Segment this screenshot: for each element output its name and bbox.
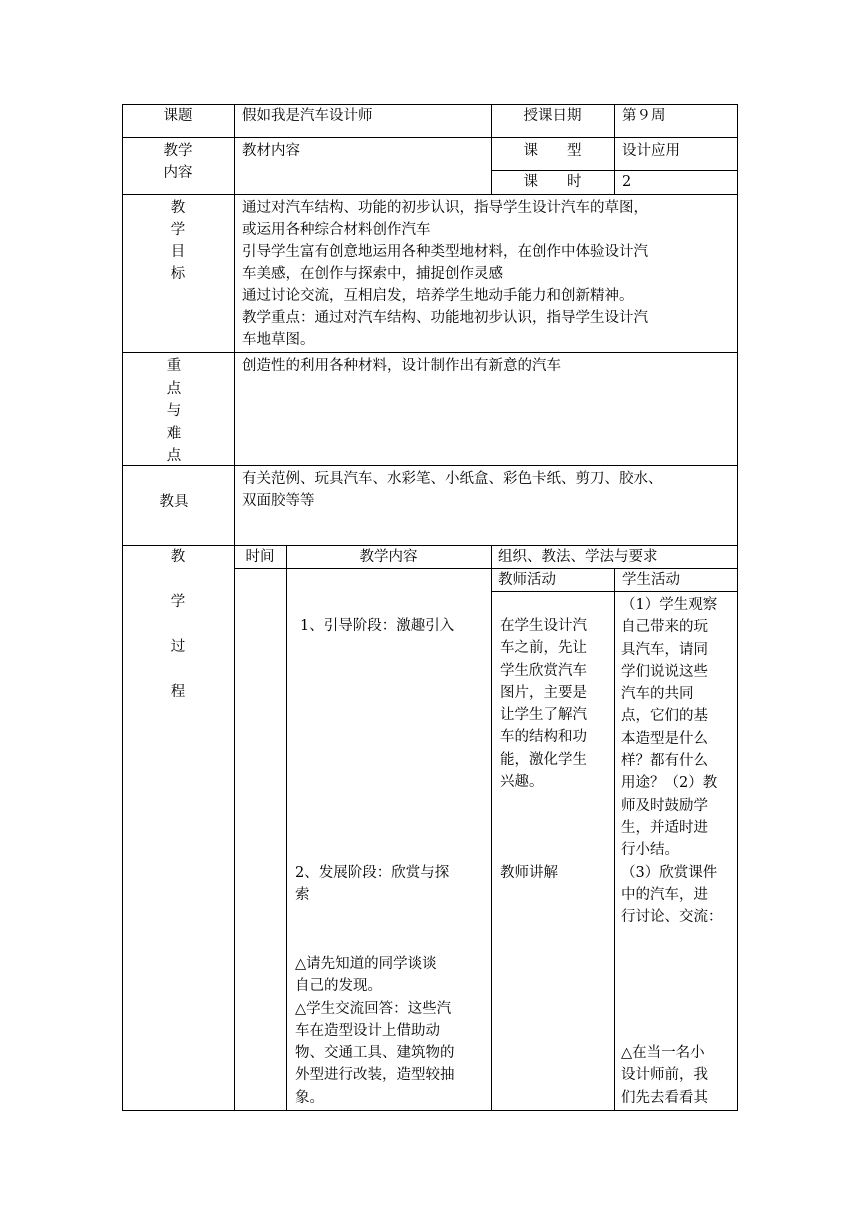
hours-label: 课 时 — [523, 174, 582, 190]
col-time: 时间 — [245, 549, 275, 565]
student-activity-1: （1）学生观察 自己带来的玩 具汽车，请同 学们说说这些 汽车的共同 点，它们的基 本造型是什么 样？都有什么 用途？（2）教 师及时鼓励学 生，并适时进 行小结。 — [621, 597, 718, 859]
topic-value: 假如我是汽车设计师 — [242, 108, 373, 124]
rule — [122, 194, 738, 195]
teacher-activity-1: 在学生设计汽 车之前，先让 学生欣赏汽车 图片，主要是 让学生了解汽 车的结构和功 能，激化学生 兴趣。 — [500, 618, 587, 791]
topic-label: 课题 — [163, 108, 193, 124]
col-teacher: 教师活动 — [498, 572, 556, 588]
teacher-activity-2: 教师讲解 — [500, 865, 558, 881]
col-method: 组织、教法、学法与要求 — [498, 549, 658, 565]
rule — [614, 568, 615, 1111]
tools-label: 教具 — [159, 494, 189, 510]
process-label: 教 学 过 程 — [170, 549, 186, 700]
date-value: 第９周 — [622, 108, 666, 124]
col-content: 教学内容 — [359, 549, 418, 565]
rule — [122, 352, 738, 353]
tools-text: 有关范例、玩具汽车、水彩笔、小纸盒、彩色卡纸、剪刀、胶水、 双面胶等等 — [242, 471, 663, 509]
content-note: △请先知道的同学谈谈 自己的发现。 △学生交流回答：这些汽 车在造型设计上借助动 物、交通工具、建筑物的 外型进行改装，造型较抽 象。 — [295, 956, 455, 1106]
goals-text: 通过对汽车结构、功能的初步认识，指导学生设计汽车的草图， 或运用各种综合材料创作汽车 引导学生富有创意地运用各种类型地材料，在创作中体验设计汽 车美感，在创作与探索中，捕捉创作灵感 通过讨论交流，互相启发，培养学生地动手能力和创新精神。 教学重点：通过对汽车结构、功能地初步认识，指导学生设计汽 车地草图。 — [242, 200, 648, 348]
content-label: 教学 内容 — [163, 143, 193, 181]
student-activity-3: △在当一名小 设计师前，我 们先去看看其 — [621, 1045, 708, 1106]
rule — [234, 104, 235, 1111]
col-student: 学生活动 — [622, 572, 680, 588]
rule — [286, 545, 287, 1111]
difficulty-text: 创造性的利用各种材料，设计制作出有新意的汽车 — [242, 358, 561, 374]
rule — [737, 104, 738, 1111]
stage-2: 2、发展阶段：欣赏与探 索 — [295, 865, 450, 903]
rule — [614, 104, 615, 195]
rule — [122, 137, 738, 138]
type-label: 课 型 — [523, 143, 582, 159]
rule — [491, 545, 492, 1111]
goals-label: 教 学 目 标 — [170, 200, 186, 282]
type-value: 设计应用 — [622, 143, 680, 159]
hours-value: 2 — [622, 174, 632, 190]
stage-1: 1、引导阶段：激趣引入 — [300, 618, 455, 634]
student-activity-2: （3）欣赏课件 中的汽车，进 行讨论、交流： — [621, 865, 723, 925]
rule — [122, 1110, 738, 1111]
difficulty-label: 重 点 与 难 点 — [166, 358, 182, 464]
content-value: 教材内容 — [242, 143, 300, 159]
date-label: 授课日期 — [523, 108, 582, 124]
